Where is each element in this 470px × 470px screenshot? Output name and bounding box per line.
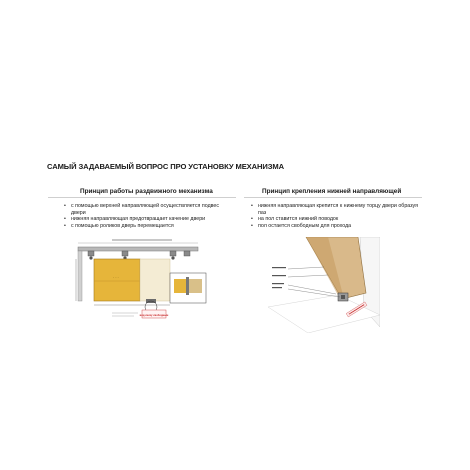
left-divider: [48, 197, 236, 198]
lower-guide-diagram: [268, 237, 380, 333]
list-item: • с помощью верхней направляющей осуществляется подвес двери: [64, 203, 234, 216]
page-title: САМЫЙ ЗАДАВАЕМЫЙ ВОПРОС ПРО УСТАНОВКУ МЕХАНИЗМА: [47, 162, 285, 171]
right-column-heading: Принцип крепления нижней направляющей: [262, 188, 402, 195]
left-bullet-list: [64, 203, 234, 229]
left-column-heading: Принцип работы раздвижного механизма: [80, 188, 213, 195]
list-item: • нижняя направляющая предотвращает качение двери: [64, 216, 234, 223]
right-divider: [244, 197, 422, 198]
svg-text:· · ·: · · ·: [113, 276, 119, 280]
list-item: • с помощью роликов дверь перемещается: [64, 223, 234, 230]
sliding-mechanism-diagram: [72, 237, 215, 321]
list-item: • нижняя направляющая крепится к нижнему торцу двери образуя паз: [251, 203, 423, 216]
sliding-mechanism-illustration: [72, 237, 215, 321]
list-item: • на пол ставится нижний поводок: [251, 216, 423, 223]
callout-label: вид снизу свободным: [139, 314, 169, 317]
lower-guide-illustration: [268, 237, 380, 333]
list-item: • пол остается свободным для прохода: [251, 223, 423, 230]
right-bullet-list: [251, 203, 423, 229]
